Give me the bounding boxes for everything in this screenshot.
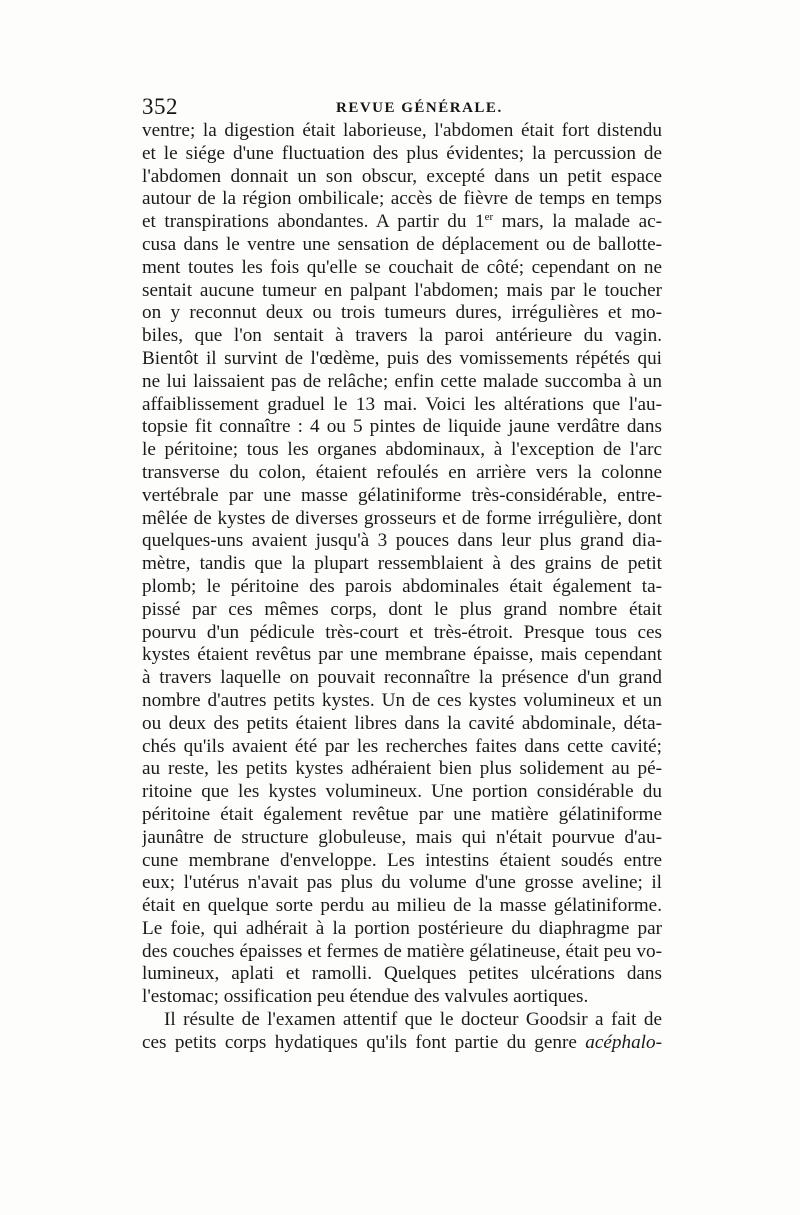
running-title: REVUE GÉNÉRALE. [336,100,503,116]
text-line: des couches épaisses et fermes de matière gélatineuse, était peu vo- [142,940,662,962]
text-line: à travers laquelle on pouvait reconnaître la présence d'un grand [142,667,662,689]
text-line: mêlée de kystes de diverses grosseurs et de forme irrégulière, dont [142,507,662,529]
text-line: jaunâtre de structure globuleuse, mais qui n'était pourvue d'au- [142,826,662,848]
text-line: pourvu d'un pédicule très-court et très-étroit. Presque tous ces [142,621,662,643]
text-line: ou deux des petits étaient libres dans la cavité abdominale, déta- [142,712,662,734]
text-line: vertébrale par une masse gélatiniforme très-considérable, entre- [142,484,662,506]
text-line: ventre; la digestion était laborieuse, l'abdomen était fort distendu [142,120,662,141]
text-line: péritoine était également revêtue par une matière gélatiniforme [142,803,662,825]
text-line: quelques-uns avaient jusqu'à 3 pouces dans leur plus grand dia- [142,530,662,552]
text-line: transverse du colon, étaient refoulés en arrière vers la colonne [142,461,662,483]
text-line-segment: mars, la malade ac- [493,211,662,233]
text-line: cusa dans le ventre une sensation de déplacement ou de ballotte- [142,233,662,255]
text-line [142,211,662,234]
ordinal-superscript: er [484,211,494,224]
text-line: le péritoine; tous les organes abdominaux, à l'exception de l'arc [142,439,662,461]
text-line: lumineux, aplati et ramolli. Quelques petites ulcérations dans [142,963,662,985]
body-text [142,120,662,1055]
text-line-segment: et transpirations abondantes. A partir du [142,211,476,233]
text-line: on y reconnut deux ou trois tumeurs dures, irrégulières et mo- [142,302,662,324]
text-line: cune membrane d'enveloppe. Les intestins étaient soudés entre [142,849,662,871]
text-line: sentait aucune tumeur en palpant l'abdomen; mais par le toucher [142,279,662,301]
text-line [142,1032,662,1055]
page-number: 352 [142,94,178,119]
text-line: ment toutes les fois qu'elle se couchait de côté; cependant on ne [142,256,662,278]
italic-word: acéphalo- [585,1031,662,1053]
text-line: affaiblissement graduel le 13 mai. Voici les altérations que l'au- [142,393,662,415]
text-line: pissé par ces mêmes corps, dont le plus grand nombre était [142,598,662,620]
text-line: ritoine que les kystes volumineux. Une portion considérable du [142,781,662,803]
text-line: Le foie, qui adhérait à la portion postérieure du diaphragme par [142,917,662,939]
page-header [142,92,662,122]
text-line: l'estomac; ossification peu étendue des valvules aortiques. [142,986,589,1008]
text-line: au reste, les petits kystes adhéraient bien plus solidement au pé- [142,758,662,780]
date-number: 1 [475,211,485,233]
text-line-segment: ces petits corps hydatiques qu'ils font partie du genre [142,1031,586,1053]
text-line: kystes étaient revêtus par une membrane épaisse, mais cependant [142,644,662,666]
text-line: chés qu'ils avaient été par les recherches faites dans cette cavité; [142,735,662,757]
text-line: était en quelque sorte perdu au milieu de la masse gélatiniforme. [142,895,662,917]
text-line: ne lui laissaient pas de relâche; enfin cette malade succomba à un [142,370,662,392]
text-line: plomb; le péritoine des parois abdominales était également ta- [142,575,662,597]
text-line: Il résulte de l'examen attentif que le docteur Goodsir a fait de [164,1009,662,1031]
text-line: nombre d'autres petits kystes. Un de ces kystes volumineux et un [142,689,662,711]
text-line: mètre, tandis que la plupart ressemblaient à des grains de petit [142,553,662,575]
text-line: Bientôt il survint de l'œdème, puis des vomissements répétés qui [142,347,662,369]
text-line: biles, que l'on sentait à travers la paroi antérieure du vagin. [142,325,662,347]
text-line: et le siége d'une fluctuation des plus évidentes; la percussion de [142,142,662,164]
text-line: eux; l'utérus n'avait pas plus du volume d'une grosse aveline; il [142,872,662,894]
text-line: l'abdomen donnait un son obscur, excepté dans un petit espace [142,165,662,187]
text-line: topsie fit connaître : 4 ou 5 pintes de liquide jaune verdâtre dans [142,416,662,438]
text-line: autour de la région ombilicale; accès de fièvre de temps en temps [142,188,662,210]
